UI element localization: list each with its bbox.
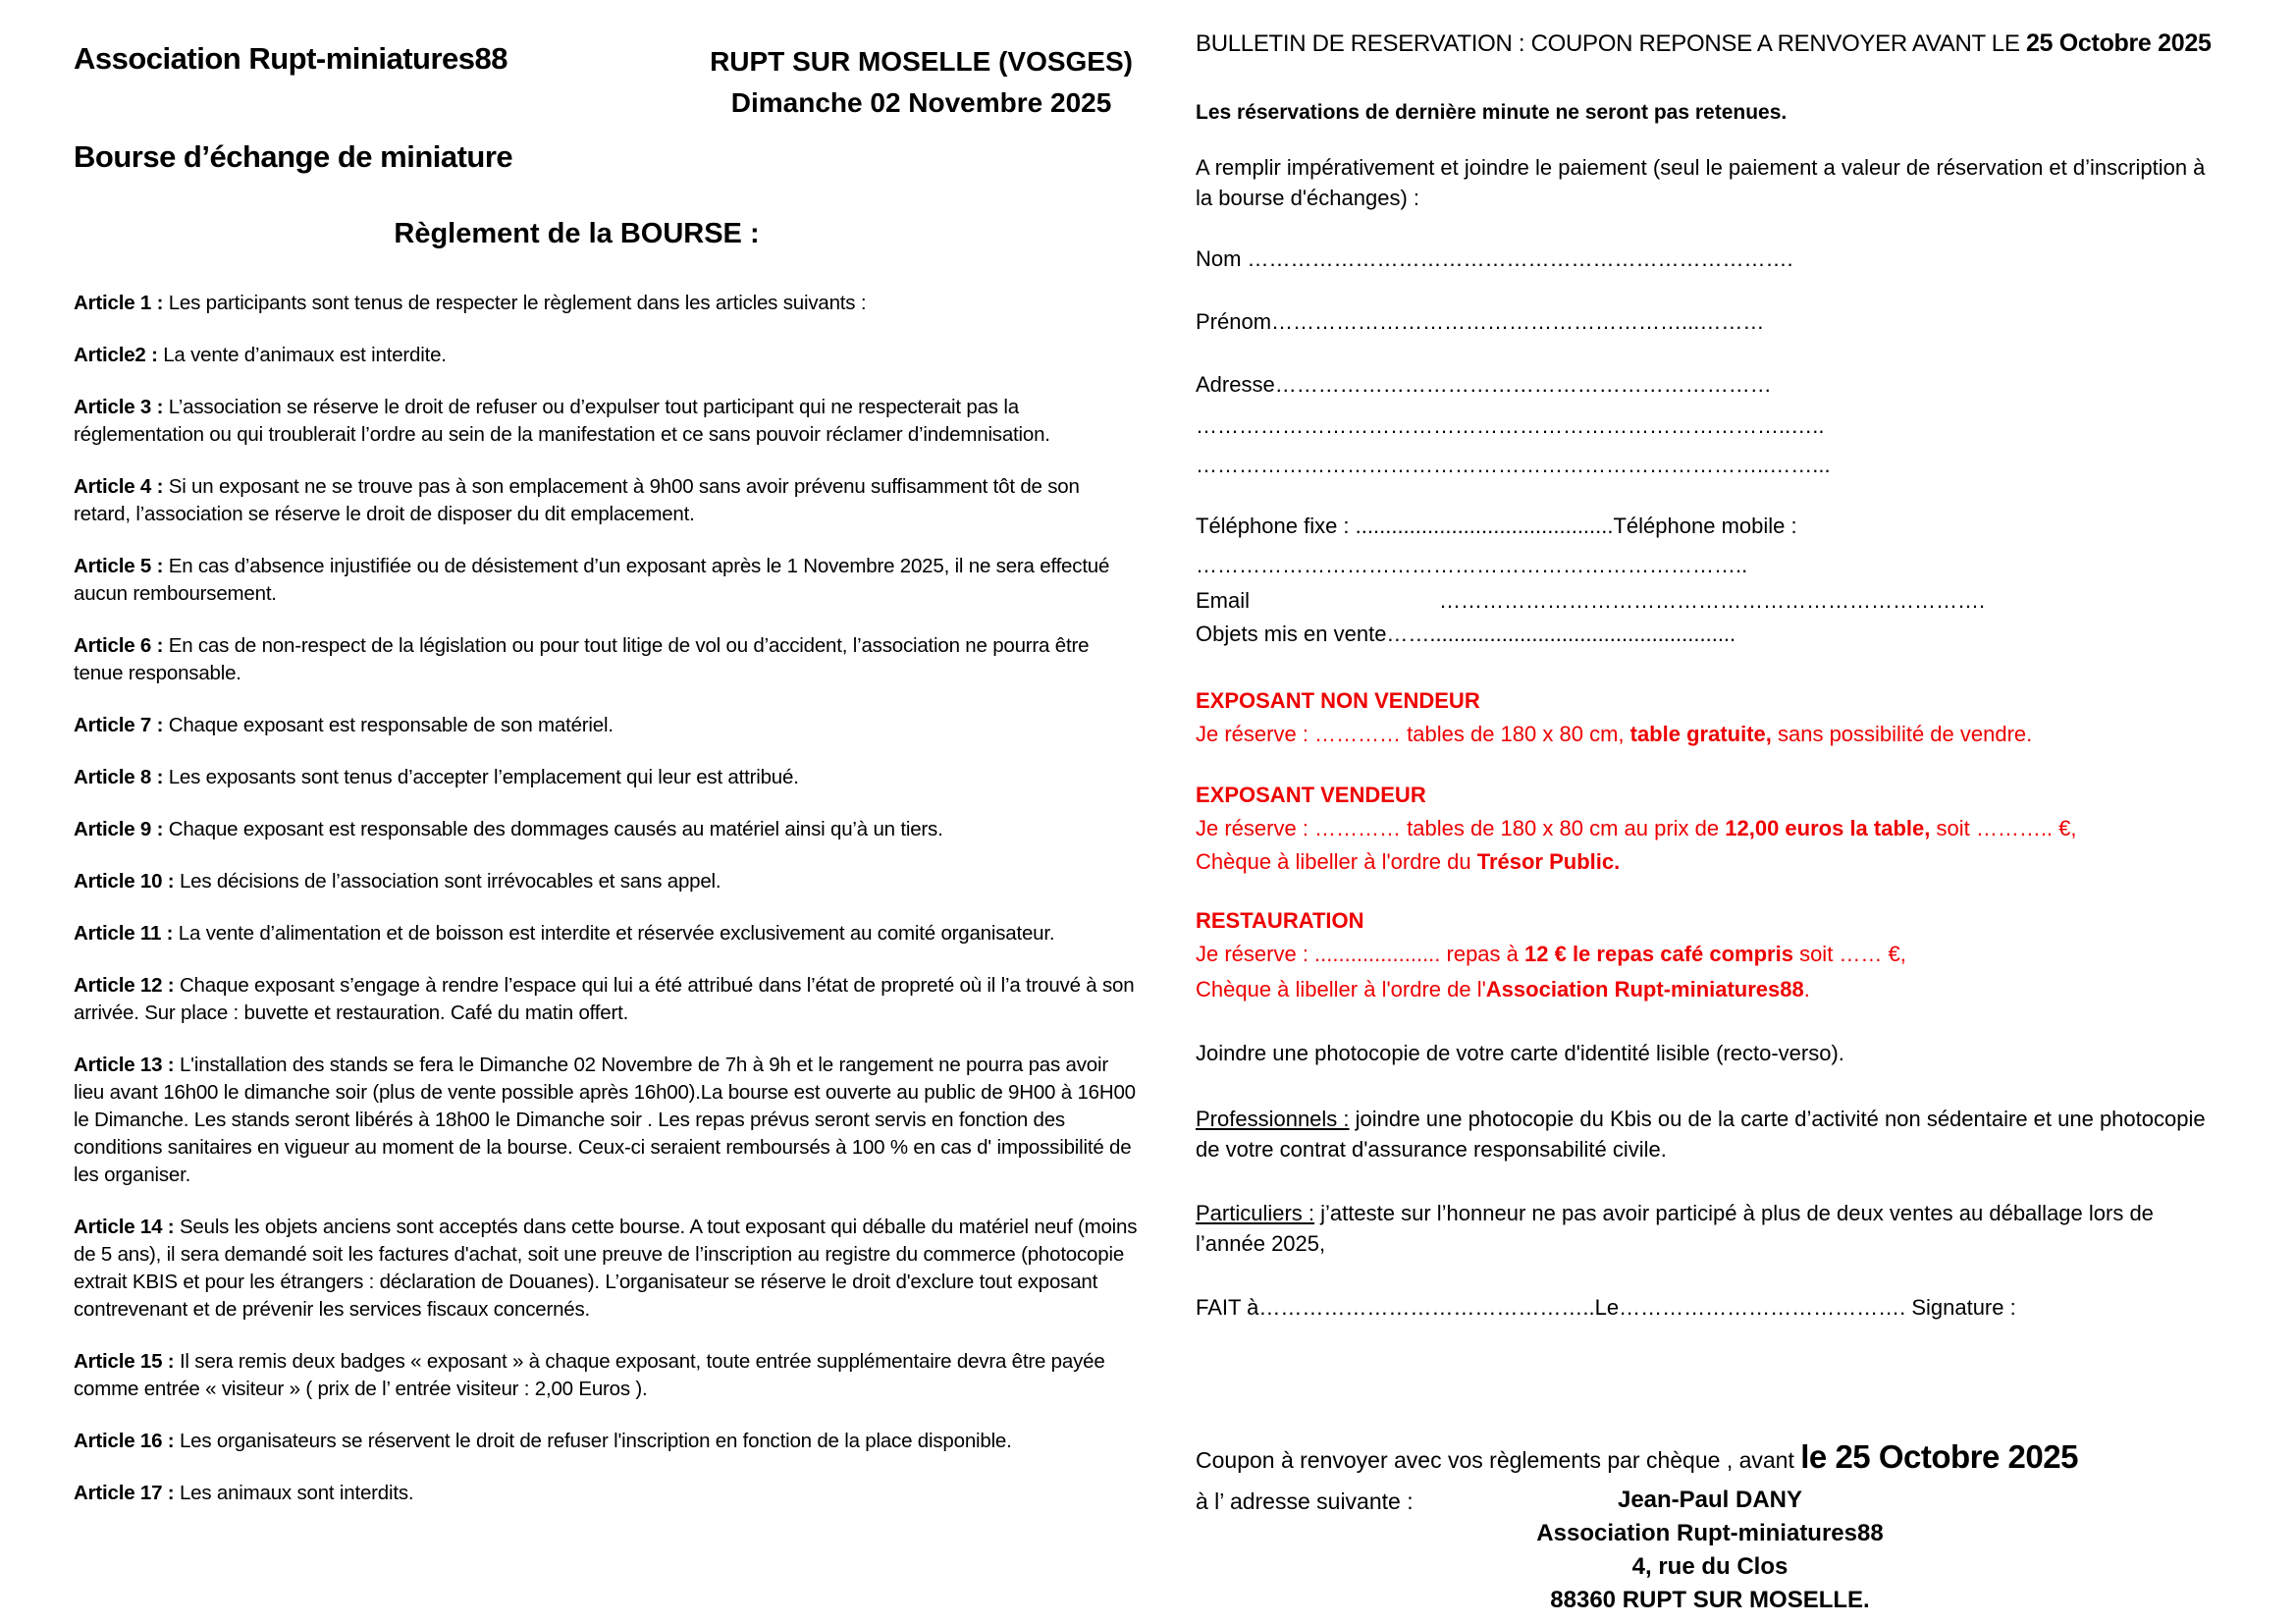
identity-note: Joindre une photocopie de votre carte d'identité lisible (recto-verso).: [1196, 1041, 1844, 1065]
exposant-vendeur-title: EXPOSANT VENDEUR: [1196, 783, 1426, 807]
article-text: Chaque exposant s’engage à rendre l’espace qui lui a été attribué dans l’état de propreté où il l’a trouvé à son arrivée. Sur place : buvette et restauration. Café du matin offert.: [74, 974, 1135, 1024]
article-15: [74, 1348, 1139, 1403]
restauration-line: [1196, 940, 2224, 969]
email-label: Email: [1196, 588, 1251, 613]
professionnels-text: joindre une photocopie du Kbis ou de la carte d’activité non sédentaire et une photocopie de votre contrat d'assurance responsabilité civile.: [1196, 1107, 2206, 1162]
article-label: Article 14 :: [74, 1216, 175, 1238]
event-place-date: [710, 41, 1139, 124]
last-minute-notice: Les réservations de dernière minute ne seront pas retenues.: [1196, 101, 1788, 124]
professionnels-note: [1196, 1104, 2224, 1164]
article-5: [74, 553, 1139, 608]
cheque-text: Chèque à libeller à l'ordre du: [1196, 849, 1477, 874]
article-text: Les organisateurs se réservent le droit de refuser l'inscription en fonction de la place disponible.: [179, 1430, 1012, 1452]
event-date: Dimanche 02 Novembre 2025: [730, 87, 1112, 118]
article-label: Article 10 :: [74, 870, 175, 893]
contact-org: Association Rupt-miniatures88: [1536, 1520, 1884, 1546]
article-label: Article 9 :: [74, 818, 164, 840]
cheque-text-end: .: [1803, 977, 1810, 1001]
article-label: Article2 :: [74, 344, 158, 366]
cheque-text: Chèque à libeller à l'ordre de l': [1196, 977, 1486, 1001]
article-11: [74, 920, 1139, 947]
article-2: [74, 342, 1139, 369]
article-text: L’association se réserve le droit de refuser ou d’expulser tout participant qui ne respecterait pas la réglementation ou qui troublerait l’ordre au sein de la manifestation et ce sans pouvoir réclamer d’indemnisation.: [74, 396, 1050, 446]
article-text: En cas de non-respect de la législation ou pour tout litige de vol ou d’accident, l’association ne pourra être tenue responsable.: [74, 634, 1090, 684]
article-1: [74, 290, 1139, 317]
article-label: Article 5 :: [74, 555, 164, 577]
article-4: [74, 473, 1139, 528]
exposant-non-vendeur-line: [1196, 720, 2224, 749]
name-field-line: Nom ………………………………………………………………….: [1196, 246, 1793, 271]
article-label: Article 3 :: [74, 396, 164, 418]
article-text: La vente d’animaux est interdite.: [163, 344, 447, 366]
restauration-cheque-line: [1196, 975, 2224, 1004]
reserve-bold: 12,00 euros la table,: [1725, 816, 1931, 840]
address-dots-line-2: ……………………………………………………………………..……...: [1196, 453, 1831, 477]
address-field-line: Adresse……………………………………………………………: [1196, 372, 1772, 397]
event-location: RUPT SUR MOSELLE (VOSGES): [710, 46, 1133, 77]
rules-column: [74, 41, 1139, 1532]
reservation-header: [1196, 29, 2224, 58]
contact-city: 88360 RUPT SUR MOSELLE.: [1550, 1587, 1870, 1613]
association-title: Association Rupt-miniatures88: [74, 41, 507, 76]
article-17: [74, 1480, 1139, 1507]
article-8: [74, 764, 1139, 791]
article-text: Les animaux sont interdits.: [179, 1482, 414, 1504]
article-text: Les décisions de l’association sont irrévocables et sans appel.: [179, 870, 721, 893]
firstname-field-line: Prénom…………………………………………………...………: [1196, 309, 1765, 334]
article-text: Les participants sont tenus de respecter le règlement dans les articles suivants :: [168, 292, 867, 314]
article-label: Article 6 :: [74, 634, 164, 657]
professionnels-label: Professionnels :: [1196, 1107, 1350, 1131]
reserve-bold: 12 € le repas café compris: [1524, 942, 1793, 966]
article-label: Article 16 :: [74, 1430, 175, 1452]
reserve-bold: table gratuite,: [1629, 722, 1772, 746]
article-label: Article 11 :: [74, 922, 174, 945]
article-text: Chaque exposant est responsable des dommages causés au matériel ainsi qu’à un tiers.: [168, 818, 943, 840]
article-label: Article 13 :: [74, 1054, 175, 1076]
address-row: [1196, 1484, 2224, 1517]
reservation-intro: A remplir impérativement et joindre le paiement (seul le paiement a valeur de réservation et d’inscription à la bourse d'échanges) :: [1196, 155, 2206, 210]
fait-signature-line: FAIT à………………………………………..Le…………………………………. Signature :: [1196, 1295, 2016, 1320]
reserve-text-end: sans possibilité de vendre.: [1771, 722, 2033, 746]
exposant-non-vendeur-title: EXPOSANT NON VENDEUR: [1196, 688, 1480, 713]
article-text: Il sera remis deux badges « exposant » à chaque exposant, toute entrée supplémentaire devra être payée comme entrée « visiteur » ( prix de l’ entrée visiteur : 2,00 Euros ).: [74, 1350, 1105, 1400]
article-text: L'installation des stands se fera le Dimanche 02 Novembre de 7h à 9h et le rangement ne pourra pas avoir lieu avant 16h00 le dimanche soir (plus de vente possible après 16h00).La bourse est ouverte au public de 9H00 à 16H00 le Dimanche. Les stands seront libérés à 18h00 le Dimanche soir . Les repas prévus seront servis en fonction des conditions sanitaires en vigueur au moment de la bourse. Ceux-ci seraient remboursés à 100 % en cas d' impossibilité de les organiser.: [74, 1054, 1136, 1186]
rules-title: Règlement de la BOURSE :: [394, 218, 760, 249]
reservation-deadline: 25 Octobre 2025: [2025, 29, 2212, 57]
reserve-text: Je réserve : ..................... repas à: [1196, 942, 1525, 966]
address-dots-line: ………………………………………………………………………..…..: [1196, 413, 1825, 438]
reserve-text-end: soit …… €,: [1792, 942, 1906, 966]
article-16: [74, 1428, 1139, 1455]
article-text: Seuls les objets anciens sont acceptés dans cette bourse. A tout exposant qui déballe du matériel neuf (moins de 5 ans), il sera demandé soit les factures d'achat, soit une preuve de l’inscription au registre du commerce (photocopie extrait KBIS et pour les étrangers : déclaration de Douanes). L’organisateur se réserve le droit d'exclure tout exposant contrevenant et de prévenir les services fiscaux concernés.: [74, 1216, 1138, 1321]
reserve-text: Je réserve : ………… tables de 180 x 80 cm,: [1196, 722, 1630, 746]
article-7: [74, 712, 1139, 739]
article-label: Article 1 :: [74, 292, 164, 314]
email-field-line: [1196, 586, 2224, 616]
restauration-title: RESTAURATION: [1196, 908, 1364, 933]
email-dots: ………………………………………………………………….: [1439, 588, 1986, 613]
article-text: Si un exposant ne se trouve pas à son emplacement à 9h00 sans avoir prévenu suffisamment tôt de son retard, l’association se réserve le droit de disposer du dit emplacement.: [74, 475, 1080, 525]
reserve-text: Je réserve : ………… tables de 180 x 80 cm au prix de: [1196, 816, 1726, 840]
objects-field-line: Objets mis en vente……...................................................: [1196, 622, 1736, 646]
reservation-column: [1196, 29, 2224, 1617]
article-10: [74, 868, 1139, 895]
phone-field-line: Téléphone fixe : ...........................................Téléphone mobile :: [1196, 514, 1797, 538]
article-label: Article 7 :: [74, 714, 164, 736]
article-3: [74, 394, 1139, 449]
article-text: Chaque exposant est responsable de son matériel.: [168, 714, 614, 736]
article-9: [74, 816, 1139, 843]
exposant-vendeur-cheque-line: [1196, 847, 2224, 877]
cheque-bold: Association Rupt-miniatures88: [1485, 977, 1804, 1001]
article-text: La vente d’alimentation et de boisson est interdite et réservée exclusivement au comité organisateur.: [178, 922, 1055, 945]
particuliers-label: Particuliers :: [1196, 1201, 1315, 1225]
particuliers-text: j’atteste sur l’honneur ne pas avoir participé à plus de deux ventes au déballage lors de l’année 2025,: [1196, 1201, 2154, 1256]
article-label: Article 15 :: [74, 1350, 175, 1373]
address-intro: à l’ adresse suivante :: [1196, 1489, 1414, 1514]
article-label: Article 12 :: [74, 974, 175, 997]
article-6: [74, 632, 1139, 687]
article-13: [74, 1052, 1139, 1189]
article-label: Article 4 :: [74, 475, 164, 498]
reserve-text-end: soit ……….. €,: [1930, 816, 2077, 840]
article-14: [74, 1214, 1139, 1324]
article-label: Article 8 :: [74, 766, 164, 788]
coupon-deadline: le 25 Octobre 2025: [1800, 1438, 2078, 1475]
particuliers-note: [1196, 1198, 2224, 1259]
article-text: Les exposants sont tenus d’accepter l’emplacement qui leur est attribué.: [168, 766, 799, 788]
contact-street: 4, rue du Clos: [1631, 1553, 1789, 1580]
event-subtitle: Bourse d’échange de miniature: [74, 139, 513, 174]
coupon-text: Coupon à renvoyer avec vos règlements par chèque , avant: [1196, 1447, 1801, 1473]
exposant-vendeur-line: [1196, 814, 2224, 843]
article-label: Article 17 :: [74, 1482, 175, 1504]
contact-name: Jean-Paul DANY: [1617, 1487, 1803, 1513]
phone-dots-line: …………………………………………………………………..: [1196, 553, 1748, 577]
coupon-return-line: [1196, 1438, 2224, 1476]
reservation-header-text: BULLETIN DE RESERVATION : COUPON REPONSE A RENVOYER AVANT LE: [1196, 30, 2026, 57]
article-12: [74, 972, 1139, 1027]
document-header: [74, 41, 1139, 124]
cheque-bold: Trésor Public.: [1476, 849, 1621, 874]
article-text: En cas d’absence injustifiée ou de désistement d’un exposant après le 1 Novembre 2025, il ne sera effectué aucun remboursement.: [74, 555, 1110, 605]
